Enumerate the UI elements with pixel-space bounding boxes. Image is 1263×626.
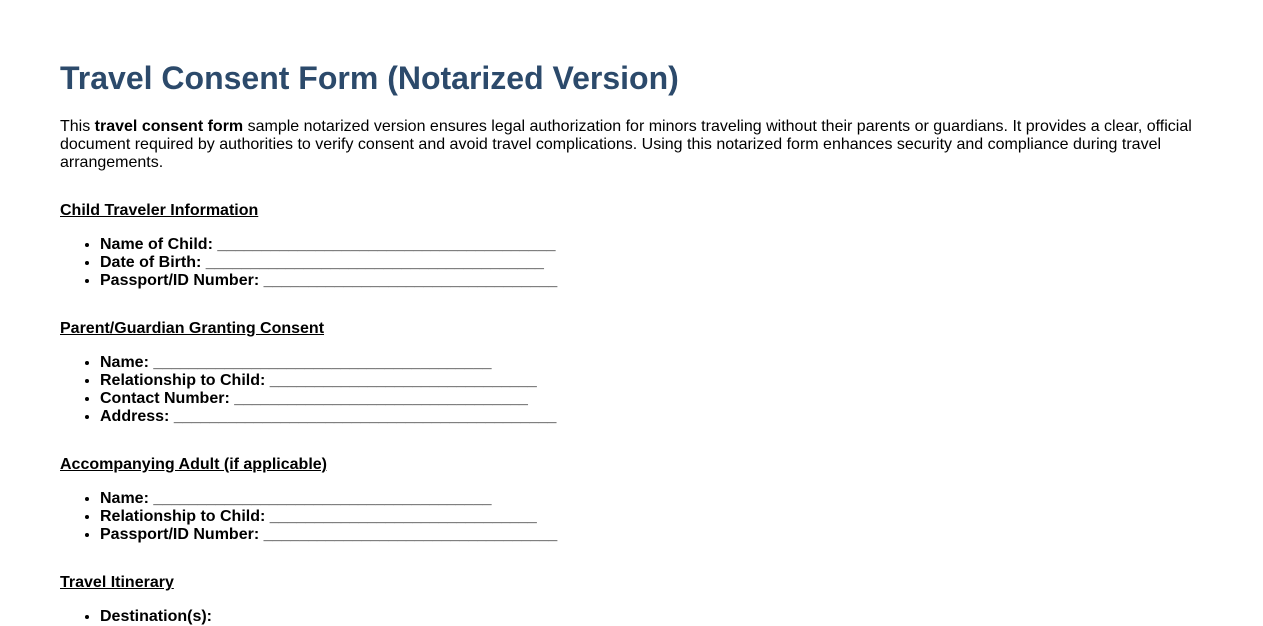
field-label: Passport/ID Number: bbox=[100, 526, 260, 543]
field-label: Name of Child: bbox=[100, 236, 213, 253]
field-name-of-child bbox=[100, 236, 1203, 254]
fill-in-blank: _________________________________ bbox=[234, 390, 528, 407]
field-destinations bbox=[100, 608, 1203, 626]
field-label: Name: bbox=[100, 490, 149, 507]
field-label: Name: bbox=[100, 354, 149, 371]
section-parent-guardian bbox=[60, 320, 1203, 426]
section-accompanying-adult bbox=[60, 456, 1203, 544]
field-relationship bbox=[100, 508, 1203, 526]
field-label: Relationship to Child: bbox=[100, 372, 266, 389]
fill-in-blank: ______________________________________ bbox=[153, 354, 492, 371]
field-list bbox=[60, 236, 1203, 290]
fill-in-blank: _________________________________ bbox=[263, 526, 558, 543]
intro-paragraph bbox=[60, 118, 1210, 172]
fill-in-blank: ______________________________________ bbox=[205, 254, 544, 271]
intro-prefix: This bbox=[60, 118, 95, 135]
field-label: Date of Birth: bbox=[100, 254, 202, 271]
fill-in-blank: ______________________________ bbox=[269, 372, 537, 389]
section-heading: Child Traveler Information bbox=[60, 202, 259, 219]
field-passport-id bbox=[100, 526, 1203, 544]
field-list bbox=[60, 490, 1203, 544]
fill-in-blank: ___________________________________________ bbox=[173, 408, 557, 425]
section-heading: Accompanying Adult (if applicable) bbox=[60, 456, 327, 473]
section-child-traveler bbox=[60, 202, 1203, 290]
field-list bbox=[60, 354, 1203, 426]
field-label: Destination(s): bbox=[100, 608, 212, 625]
field-label: Passport/ID Number: bbox=[100, 272, 260, 289]
field-relationship bbox=[100, 372, 1203, 390]
field-list bbox=[60, 608, 1203, 626]
section-heading: Travel Itinerary bbox=[60, 574, 174, 591]
field-date-of-birth bbox=[100, 254, 1203, 272]
page-title: Travel Consent Form (Notarized Version) bbox=[60, 60, 679, 96]
field-passport-id bbox=[100, 272, 1203, 290]
field-label: Address: bbox=[100, 408, 170, 425]
intro-bold-term: travel consent form bbox=[94, 118, 244, 135]
field-contact-number bbox=[100, 390, 1203, 408]
intro-suffix: sample notarized version ensures legal authorization for minors traveling without their parents or guardians. It provides a clear, official document required by authorities to verify consent and avoid travel complications. Using this notarized form enhances security and compliance during travel arrangements. bbox=[60, 118, 1192, 171]
field-name bbox=[100, 354, 1203, 372]
field-address bbox=[100, 408, 1203, 426]
field-label: Relationship to Child: bbox=[100, 508, 266, 525]
field-label: Contact Number: bbox=[100, 390, 230, 407]
fill-in-blank: ______________________________________ bbox=[153, 490, 492, 507]
field-name bbox=[100, 490, 1203, 508]
fill-in-blank: _________________________________ bbox=[263, 272, 558, 289]
fill-in-blank: ______________________________ bbox=[269, 508, 537, 525]
fill-in-blank: ______________________________________ bbox=[217, 236, 556, 253]
section-travel-itinerary bbox=[60, 574, 1203, 626]
section-heading: Parent/Guardian Granting Consent bbox=[60, 320, 325, 337]
